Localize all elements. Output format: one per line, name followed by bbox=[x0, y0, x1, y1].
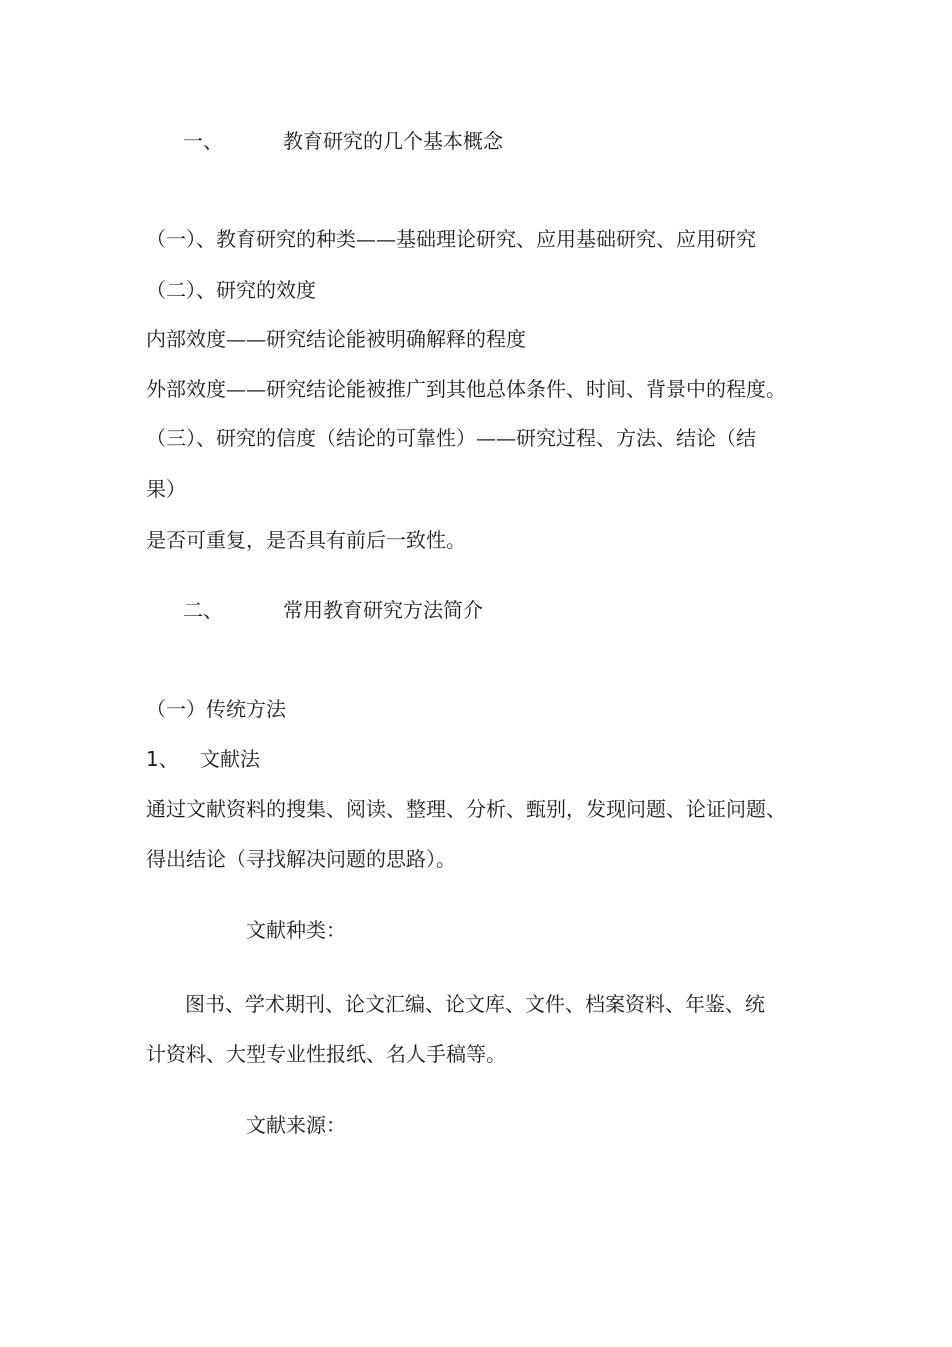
label: 文献种类： bbox=[246, 918, 346, 942]
section-number: 一、 bbox=[183, 129, 223, 153]
paragraph: 通过文献资料的搜集、阅读、整理、分析、甄别，发现问题、论证问题、 bbox=[146, 797, 786, 821]
paragraph: （三）、研究的信度（结论的可靠性）——研究过程、方法、结论（结 bbox=[146, 426, 756, 450]
paragraph: 计资料、大型专业性报纸、名人手稿等。 bbox=[146, 1042, 506, 1066]
section-title: 教育研究的几个基本概念 bbox=[283, 129, 503, 153]
section-title: 常用教育研究方法简介 bbox=[283, 598, 483, 622]
list-item bbox=[146, 747, 260, 771]
paragraph: 外部效度——研究结论能被推广到其他总体条件、时间、背景中的程度。 bbox=[146, 377, 786, 401]
list-item-number: 1、 bbox=[146, 747, 179, 771]
section-number: 二、 bbox=[183, 598, 223, 622]
list-item-title: 文献法 bbox=[200, 747, 260, 771]
paragraph: 内部效度——研究结论能被明确解释的程度 bbox=[146, 327, 526, 351]
paragraph: 果） bbox=[146, 477, 186, 501]
paragraph: （一）、教育研究的种类——基础理论研究、应用基础研究、应用研究 bbox=[146, 227, 756, 251]
paragraph: 得出结论（寻找解决问题的思路）。 bbox=[146, 847, 456, 871]
paragraph: （二）、研究的效度 bbox=[146, 278, 316, 302]
paragraph: 是否可重复，是否具有前后一致性。 bbox=[146, 528, 466, 552]
subsection-heading: （一）传统方法 bbox=[146, 697, 286, 721]
label: 文献来源： bbox=[246, 1113, 346, 1137]
paragraph: 图书、学术期刊、论文汇编、论文库、文件、档案资料、年鉴、统 bbox=[185, 992, 765, 1016]
